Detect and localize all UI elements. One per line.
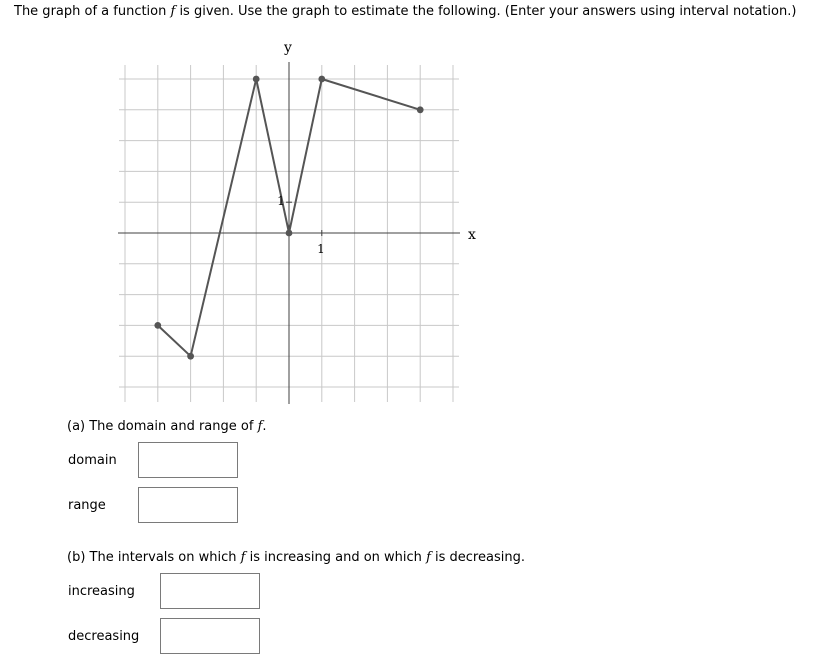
part-a-heading <box>67 419 267 434</box>
function-name: f <box>257 419 263 434</box>
part-b-heading <box>67 550 525 565</box>
function-name: f <box>426 550 431 565</box>
part-b-text: (b) The intervals on which <box>67 550 241 565</box>
question-text-part: The graph of a function <box>14 4 171 19</box>
function-point <box>417 106 424 113</box>
function-name: f <box>240 550 246 565</box>
range-input[interactable] <box>138 487 238 523</box>
y-tick-label: 1 <box>277 194 285 208</box>
domain-label: domain <box>68 453 117 468</box>
function-point <box>253 76 260 83</box>
part-a-text: . <box>262 419 267 434</box>
x-axis-label: x <box>468 227 476 243</box>
function-name: f <box>170 4 176 19</box>
function-point <box>154 322 161 329</box>
x-tick-label: 1 <box>317 242 325 256</box>
increasing-input[interactable] <box>160 573 260 609</box>
decreasing-input[interactable] <box>160 618 260 654</box>
part-b-text: is increasing and on which <box>245 550 427 565</box>
domain-input[interactable] <box>138 442 238 478</box>
function-point <box>187 353 194 360</box>
y-axis-label: y <box>284 40 292 56</box>
part-a-text: (a) The domain and range of <box>67 419 258 434</box>
part-b-text: is decreasing. <box>430 550 525 565</box>
increasing-label: increasing <box>68 584 135 599</box>
range-label: range <box>68 498 106 513</box>
function-point <box>318 76 325 83</box>
decreasing-label: decreasing <box>68 629 140 644</box>
question-text-part: is given. Use the graph to estimate the following. (Enter your answers using interval notation.) <box>175 4 797 19</box>
function-point <box>286 230 293 237</box>
